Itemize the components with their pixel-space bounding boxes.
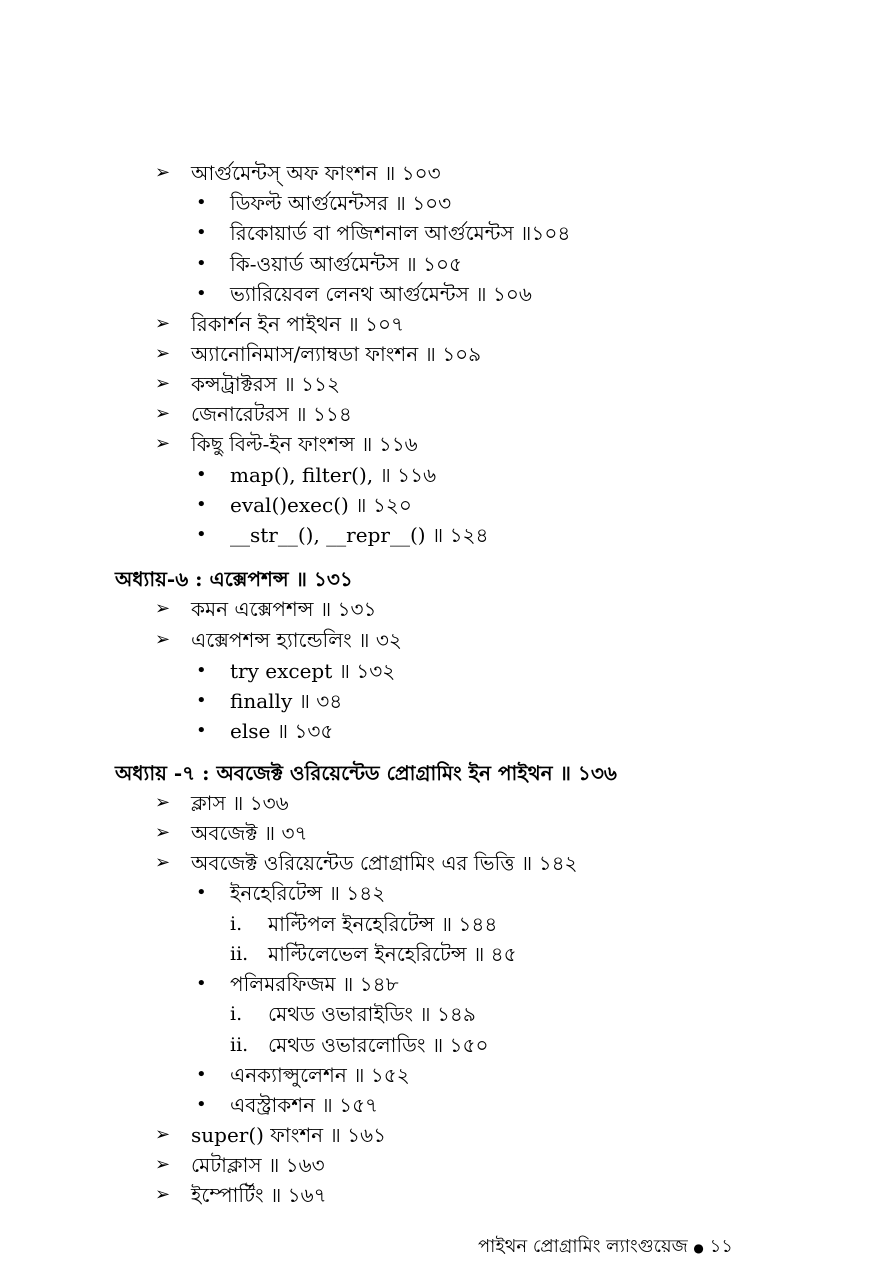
toc-entry-text: ইম্পোর্টিং ॥ ১৬৭ [191, 1183, 327, 1207]
dot-bullet-icon: • [196, 192, 207, 213]
arrow-bullet-icon: ➢ [155, 598, 171, 619]
dot-bullet-icon: • [196, 720, 207, 741]
arrow-bullet-icon: ➢ [155, 1124, 171, 1145]
arrow-bullet-icon: ➢ [155, 792, 171, 813]
arrow-bullet-icon: ➢ [155, 313, 171, 334]
roman-numeral-marker: ii. [230, 1034, 249, 1056]
toc-entry-text: eval()exec() ॥ ১২০ [230, 493, 412, 517]
footer-separator-icon: ● [693, 1241, 704, 1255]
arrow-bullet-icon: ➢ [155, 629, 171, 650]
arrow-bullet-icon: ➢ [155, 852, 171, 873]
footer-book-title: পাইথন প্রোগ্রামিং ল্যাংগুয়েজ [477, 1236, 688, 1257]
arrow-bullet-icon: ➢ [155, 1154, 171, 1175]
chapter-title: অধ্যায়-৬ : এক্সেপশন্স ॥ ১৩১ [115, 567, 353, 591]
toc-entry-text: কমন এক্সেপশন্স ॥ ১৩১ [191, 597, 377, 621]
dot-bullet-icon: • [196, 660, 207, 681]
toc-entry-text: try except ॥ ১৩২ [230, 659, 396, 683]
toc-entry-text: অবজেক্ট ওরিয়েন্টেড প্রোগ্রামিং এর ভিত্তি ॥ ১৪২ [191, 851, 578, 875]
toc-entry-text: রিকার্শন ইন পাইথন ॥ ১০৭ [191, 312, 405, 336]
toc-entry-text: রিকোয়ার্ড বা পজিশনাল আর্গুমেন্টস ॥১০৪ [230, 221, 571, 245]
dot-bullet-icon: • [196, 253, 207, 274]
toc-entry-text: finally ॥ ৩৪ [230, 689, 343, 713]
toc-entry-text: পলিমরফিজম ॥ ১৪৮ [230, 972, 399, 996]
toc-entry-text: মেটাক্লাস ॥ ১৬৩ [191, 1153, 325, 1177]
toc-entry-text: মেথড ওভারাইডিং ॥ ১৪৯ [268, 1002, 476, 1026]
dot-bullet-icon: • [196, 1094, 207, 1115]
toc-entry-text: জেনারেটরস ॥ ১১৪ [191, 402, 352, 426]
roman-numeral-marker: ii. [230, 943, 249, 965]
arrow-bullet-icon: ➢ [155, 822, 171, 843]
toc-entry-text: এবস্ট্রাকশন ॥ ১৫৭ [230, 1093, 379, 1117]
dot-bullet-icon: • [196, 494, 207, 515]
toc-entry-text: মাল্টিপল ইনহেরিটেন্স ॥ ১৪৪ [268, 912, 498, 936]
toc-entry-text: অ্যানোনিমাস/ল্যাম্বডা ফাংশন ॥ ১০৯ [191, 342, 482, 366]
toc-entry-text: অবজেক্ট ॥ ৩৭ [191, 821, 308, 845]
toc-entry-text: map(), filter(), ॥ ১১৬ [230, 463, 437, 487]
toc-entry-text: আর্গুমেন্টস্‌ অফ ফাংশন ॥ ১০৩ [191, 161, 441, 185]
toc-entry-text: ইনহেরিটেন্স ॥ ১৪২ [230, 881, 386, 905]
roman-numeral-marker: i. [230, 913, 243, 935]
toc-entry-text: কি-ওয়ার্ড আর্গুমেন্টস ॥ ১০৫ [230, 252, 462, 276]
roman-numeral-marker: i. [230, 1003, 243, 1025]
toc-entry-text: এনক্যাপ্সুলেশন ॥ ১৫২ [230, 1063, 410, 1087]
dot-bullet-icon: • [196, 690, 207, 711]
dot-bullet-icon: • [196, 882, 207, 903]
page-number: ১১ [709, 1236, 733, 1257]
toc-entry-text: __str__(), __repr__() ॥ ১২৪ [230, 523, 489, 547]
toc-entry-text: super() ফাংশন ॥ ১৬১ [191, 1123, 387, 1147]
toc-entry-text: কিছু বিল্ট-ইন ফাংশন্স ॥ ১১৬ [191, 432, 418, 456]
arrow-bullet-icon: ➢ [155, 1184, 171, 1205]
arrow-bullet-icon: ➢ [155, 403, 171, 424]
arrow-bullet-icon: ➢ [155, 373, 171, 394]
toc-entry-text: মাল্টিলেভেল ইনহেরিটেন্স ॥ ৪৫ [268, 942, 517, 966]
dot-bullet-icon: • [196, 222, 207, 243]
toc-entry-text: ডিফল্ট আর্গুমেন্টসর ॥ ১০৩ [230, 191, 452, 215]
page-footer [478, 1234, 733, 1261]
toc-entry-text: ক্লাস ॥ ১৩৬ [191, 791, 289, 815]
toc-entry-text: else ॥ ১৩৫ [230, 719, 334, 743]
dot-bullet-icon: • [196, 464, 207, 485]
chapter-title: অধ্যায় -৭ : অবজেক্ট ওরিয়েন্টেড প্রোগ্রামিং ইন পাইথন ॥ ১৩৬ [115, 761, 617, 785]
toc-entry-text: কন্সট্রাক্টরস ॥ ১১২ [191, 372, 340, 396]
toc-entry-text: ভ্যারিয়েবল লেনথ আর্গুমেন্টস ॥ ১০৬ [230, 282, 532, 306]
toc-entry-text: এক্সেপশন্স হ্যান্ডেলিং ॥ ৩২ [191, 628, 402, 652]
arrow-bullet-icon: ➢ [155, 343, 171, 364]
dot-bullet-icon: • [196, 524, 207, 545]
dot-bullet-icon: • [196, 283, 207, 304]
dot-bullet-icon: • [196, 1064, 207, 1085]
toc-entry-text: মেথড ওভারলোডিং ॥ ১৫০ [268, 1033, 489, 1057]
arrow-bullet-icon: ➢ [155, 433, 171, 454]
dot-bullet-icon: • [196, 973, 207, 994]
arrow-bullet-icon: ➢ [155, 162, 171, 183]
